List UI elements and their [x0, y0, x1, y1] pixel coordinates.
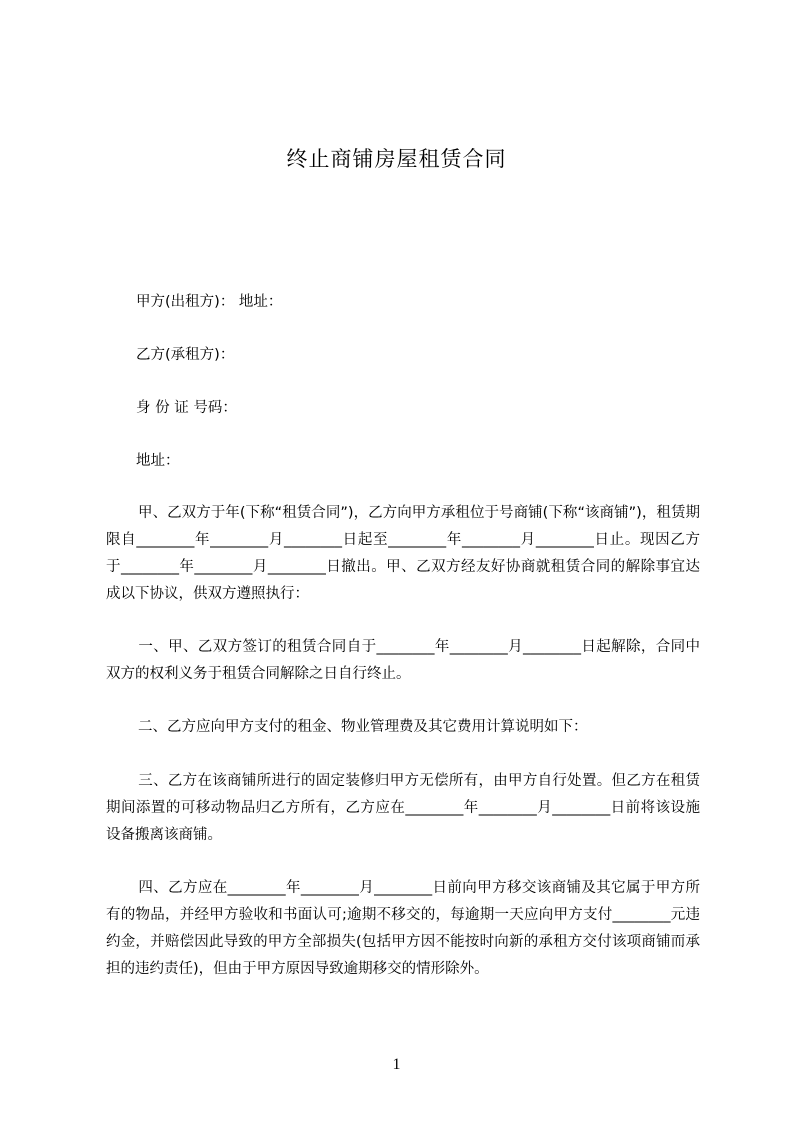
- clause-4-paragraph: [106, 875, 700, 983]
- party-a-line: 甲方(出租方)： 地址：: [136, 294, 283, 310]
- id-number-line: 身 份 证 号码：: [136, 400, 237, 416]
- document-title: 终止商铺房屋租赁合同: [286, 147, 507, 171]
- clause-3-paragraph: [106, 768, 700, 849]
- clause-4-text: 四、乙方应在________年________月________日前向甲方移交该商铺及其它属于甲方所有的物品，并经甲方验收和书面认可;逾期不移交的，每逾期一天应向甲方支付________元违约金，并赔偿因此导致的甲方全部损失(包括甲方因不能按时向新的承租方交付该项商铺而承担的违约责任)，但由于甲方原因导致逾期移交的情形除外。: [106, 880, 700, 977]
- page-number: 1: [392, 1056, 401, 1073]
- clause-1-text: 一、甲、乙双方签订的租赁合同自于________年________月________日起解除，合同中双方的权利义务于租赁合同解除之日自行终止。: [106, 639, 700, 682]
- preamble-paragraph: [106, 500, 700, 608]
- clause-2-paragraph: [106, 714, 700, 741]
- clause-3-text: 三、乙方在该商铺所进行的固定装修归甲方无偿所有，由甲方自行处置。但乙方在租赁期间添置的可移动物品归乙方所有，乙方应在________年________月________日前将该设施设备搬离该商铺。: [106, 773, 700, 843]
- party-b-line: 乙方(承租方)：: [136, 347, 235, 363]
- clause-2-text: 二、乙方应向甲方支付的租金、物业管理费及其它费用计算说明如下：: [138, 719, 588, 735]
- preamble-text: 甲、乙双方于年(下称“租赁合同”)，乙方向甲方承租位于号商铺(下称“该商铺”)，租赁期限自________年________月________日起至________年________月________日止。现因乙方于________年________月________日撤出。甲、乙双方经友好协商就租赁合同的解除事宜达成以下协议，供双方遵照执行：: [106, 505, 700, 602]
- clause-1-paragraph: [106, 634, 700, 688]
- address-line: 地址：: [136, 453, 180, 469]
